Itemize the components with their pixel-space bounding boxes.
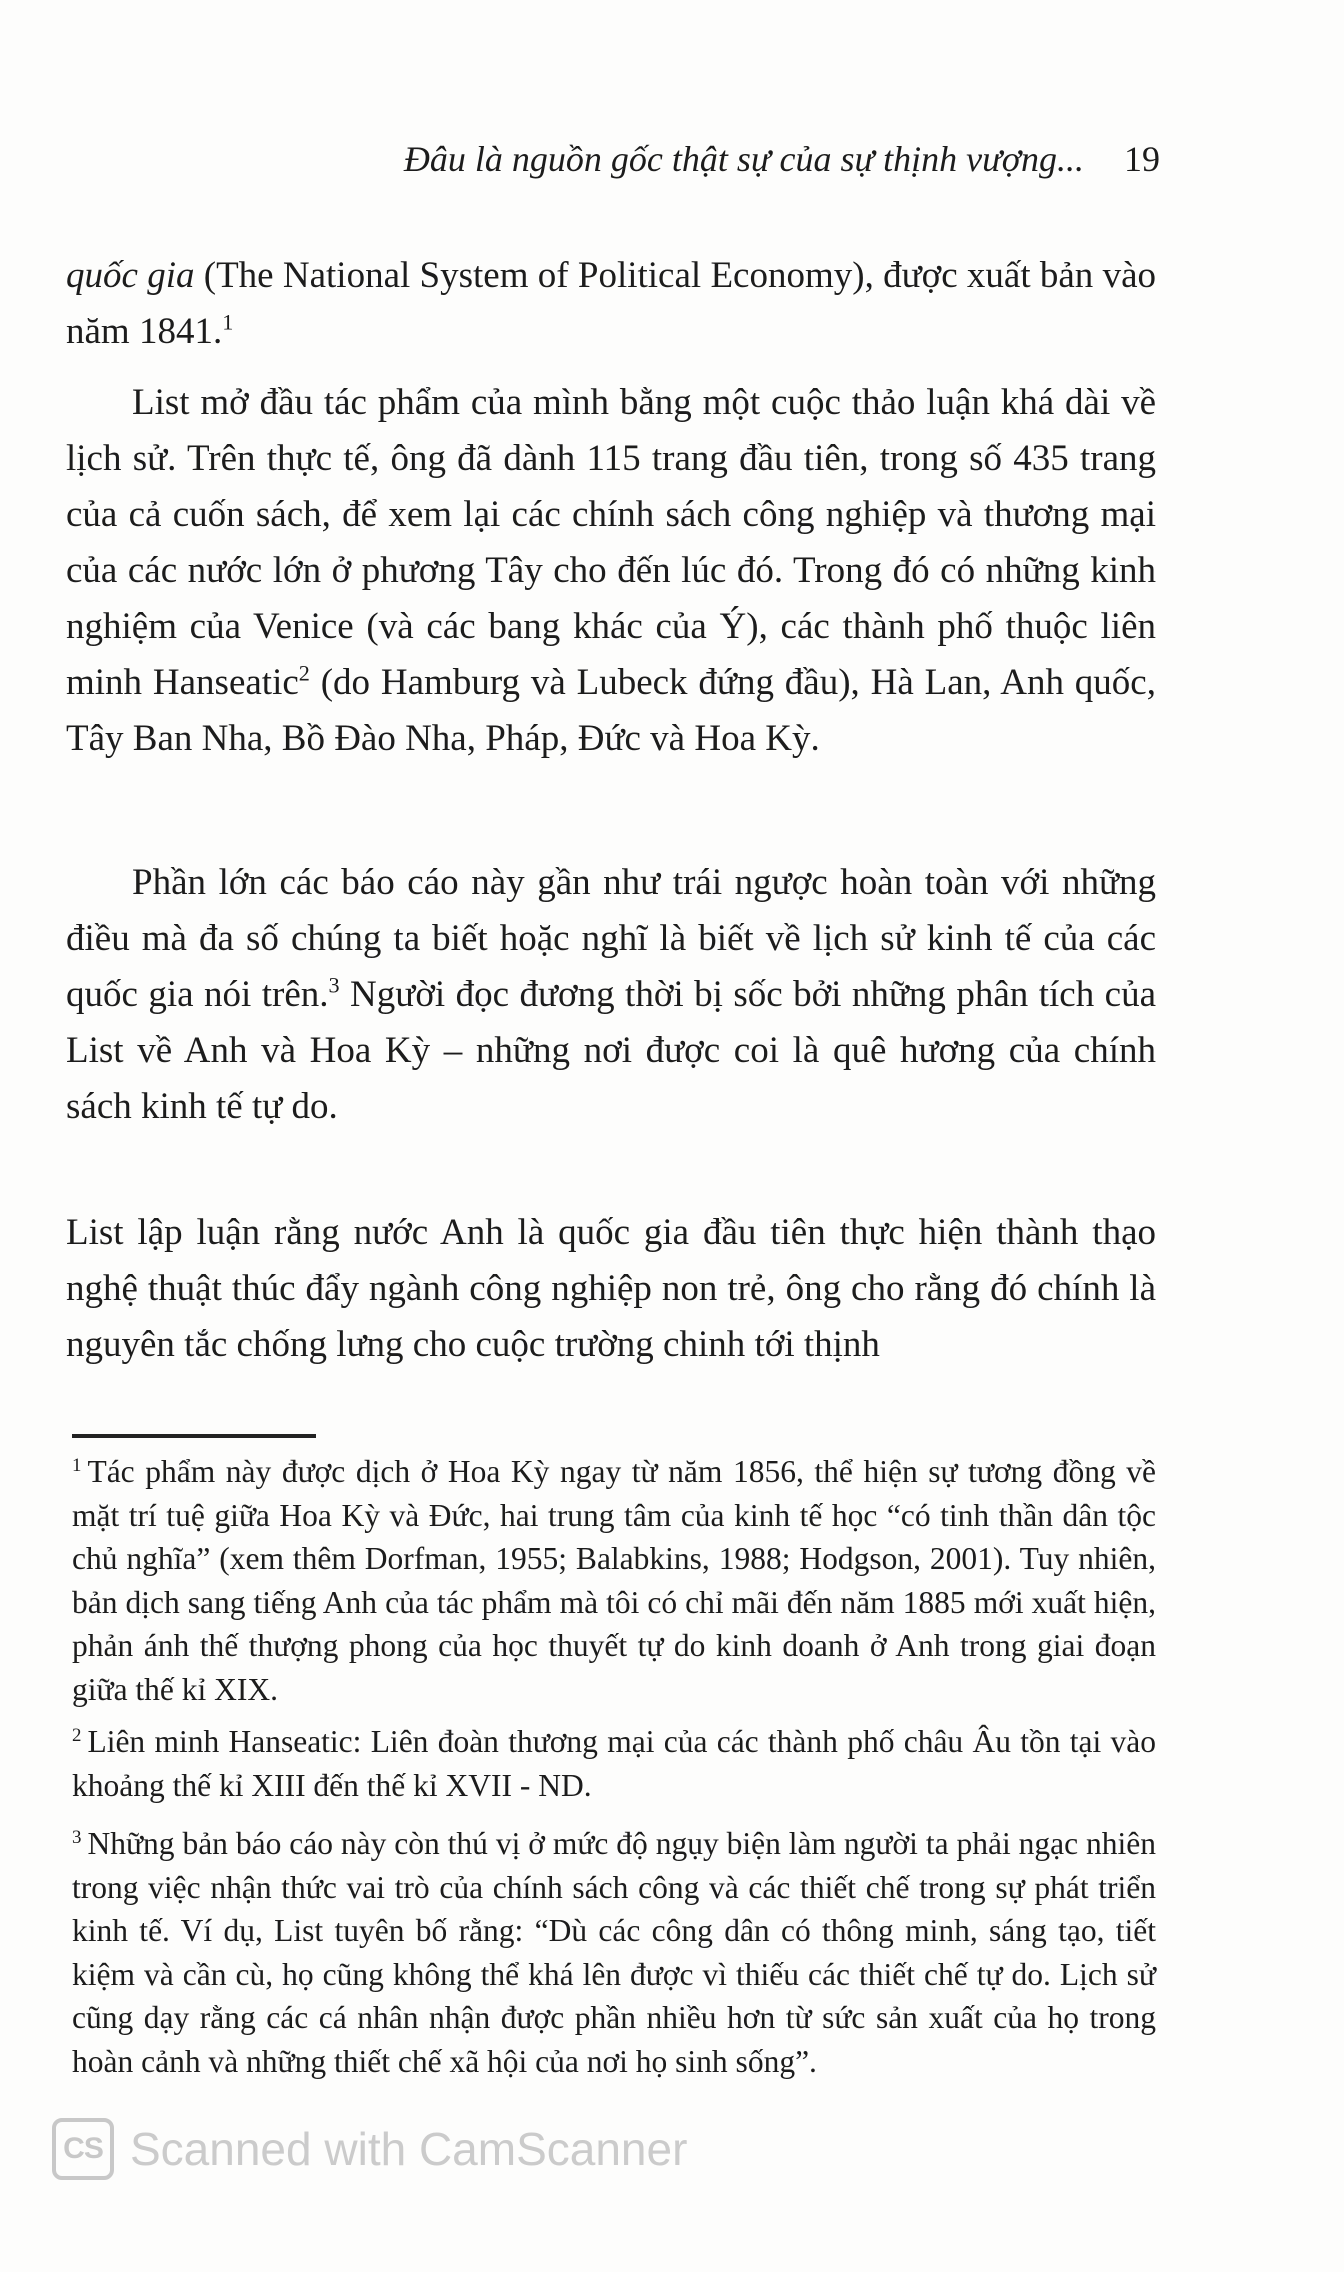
running-title: Đâu là nguồn gốc thật sự của sự thịnh vượng... — [403, 139, 1084, 179]
camscanner-watermark — [52, 2118, 687, 2180]
footnote-3 — [72, 1822, 1156, 2083]
page-number: 19 — [1124, 139, 1160, 179]
footnote-divider — [72, 1434, 316, 1438]
footnote-2-marker: 2 — [72, 1724, 82, 1746]
paragraph-2-text-b: (do Hamburg và Lubeck đứng đầu), Hà Lan, Anh quốc, Tây Ban Nha, Bồ Đào Nha, Pháp, Đức và Hoa Kỳ. — [66, 662, 1156, 759]
italic-book-title-fragment: quốc gia — [66, 255, 195, 296]
paragraph-1-text: (The National System of Political Economy), được xuất bản vào năm 1841. — [66, 255, 1156, 352]
footnote-1-text: Tác phẩm này được dịch ở Hoa Kỳ ngay từ năm 1856, thể hiện sự tương đồng về mặt trí tuệ giữa Hoa Kỳ và Đức, hai trung tâm của kinh tế học “có tinh thần dân tộc chủ nghĩa” (xem thêm Dorfman, 1955; Balabkins, 1988; Hodgson, 2001). Tuy nhiên, bản dịch sang tiếng Anh của tác phẩm mà tôi có chỉ mãi đến năm 1885 mới xuất hiện, phản ánh thế thượng phong của học thuyết tự do kinh doanh ở Anh trong giai đoạn giữa thế kỉ XIX. — [72, 1454, 1156, 1707]
footnote-1 — [72, 1450, 1156, 1711]
paragraph-2 — [66, 375, 1156, 767]
footnote-ref-3: 3 — [328, 972, 340, 998]
paragraph-3-text-b: Người đọc đương thời bị sốc bởi những phân tích của List về Anh và Hoa Kỳ – những nơi được coi là quê hương của chính sách kinh tế tự do. — [66, 974, 1156, 1127]
running-head — [300, 138, 1160, 188]
footnote-2 — [72, 1720, 1156, 1807]
paragraph-3-text-a: Phần lớn các báo cáo này gần như trái ngược hoàn toàn với những điều mà đa số chúng ta biết hoặc nghĩ là biết về lịch sử kinh tế của các quốc gia nói trên. — [66, 862, 1156, 1015]
footnote-2-text: Liên minh Hanseatic: Liên đoàn thương mại của các thành phố châu Âu tồn tại vào khoảng thế kỉ XIII đến thế kỉ XVII - ND. — [72, 1724, 1156, 1803]
footnote-ref-2: 2 — [298, 660, 310, 686]
footnote-3-marker: 3 — [72, 1826, 82, 1848]
paragraph-3 — [66, 855, 1156, 1135]
camscanner-text: Scanned with CamScanner — [130, 2123, 688, 2175]
camscanner-logo-icon: CS — [52, 2118, 114, 2180]
paragraph-4 — [66, 1205, 1156, 1373]
footnote-3-text: Những bản báo cáo này còn thú vị ở mức độ ngụy biện làm người ta phải ngạc nhiên trong việc nhận thức vai trò của chính sách công và các thiết chế trong sự phát triển kinh tế. Ví dụ, List tuyên bố rằng: “Dù các công dân có thông minh, sáng tạo, tiết kiệm và cần cù, họ cũng không thể khá lên được vì thiếu các thiết chế tự do. Lịch sử cũng dạy rằng các cá nhân nhận được phần nhiều hơn từ sức sản xuất của họ trong hoàn cảnh và những thiết chế xã hội của nơi họ sinh sống”. — [72, 1826, 1156, 2079]
paragraph-4-text: List lập luận rằng nước Anh là quốc gia đầu tiên thực hiện thành thạo nghệ thuật thúc đẩy ngành công nghiệp non trẻ, ông cho rằng đó chính là nguyên tắc chống lưng cho cuộc trường chinh tới thịnh — [66, 1212, 1156, 1365]
paragraph-1 — [66, 248, 1156, 360]
paragraph-2-text-a: List mở đầu tác phẩm của mình bằng một cuộc thảo luận khá dài về lịch sử. Trên thực tế, ông đã dành 115 trang đầu tiên, trong số 435 trang của cả cuốn sách, để xem lại các chính sách công nghiệp và thương mại của các nước lớn ở phương Tây cho đến lúc đó. Trong đó có những kinh nghiệm của Venice (và các bang khác của Ý), các thành phố thuộc liên minh Hanseatic — [66, 382, 1156, 703]
footnote-ref-1: 1 — [222, 309, 234, 335]
footnote-1-marker: 1 — [72, 1454, 82, 1476]
